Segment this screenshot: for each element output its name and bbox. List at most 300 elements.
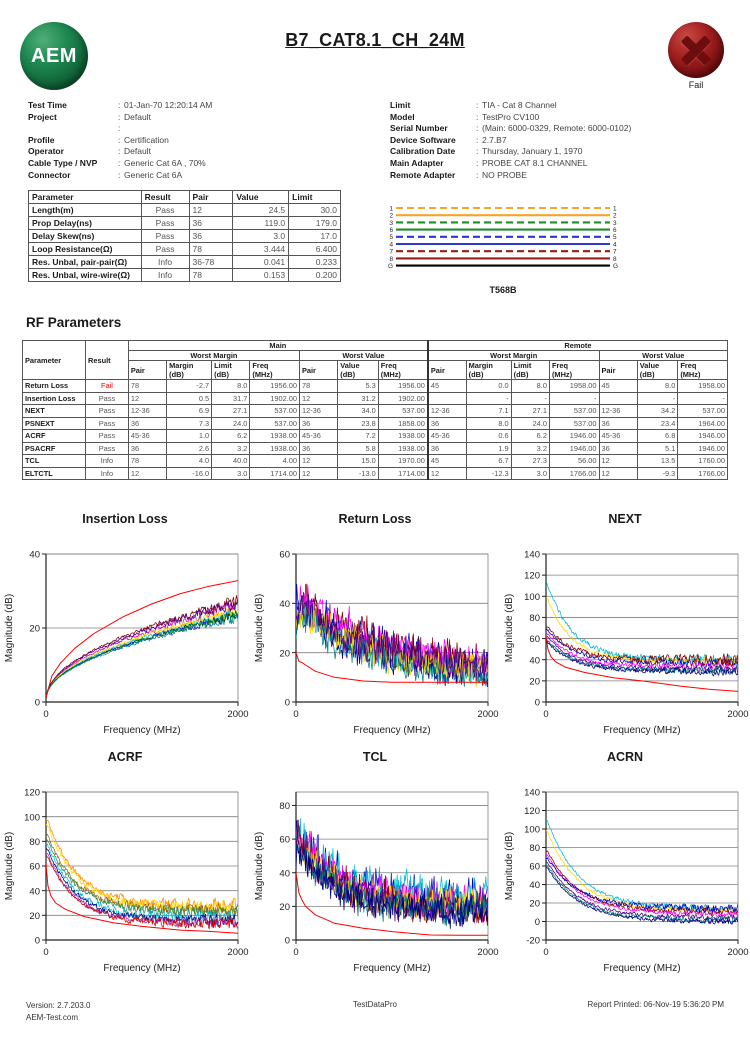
wiremap-pin-right: G xyxy=(613,263,618,270)
rf-col-parameter: Parameter xyxy=(23,341,86,380)
info-key: Main Adapter xyxy=(390,157,444,168)
rf-result: Pass xyxy=(86,405,129,418)
rf-header-row-3 xyxy=(23,361,728,380)
table-row xyxy=(23,405,728,418)
info-key: Calibration Date xyxy=(390,146,456,157)
rf-parameter-name: NEXT xyxy=(23,405,86,418)
info-key: Device Software xyxy=(390,134,456,145)
info-colon: : xyxy=(118,157,121,168)
wiremap-pin-left: G xyxy=(388,263,393,270)
chart-title: NEXT xyxy=(608,512,642,526)
chart-xlabel: Frequency (MHz) xyxy=(603,725,681,736)
chart-ytick-label: -20 xyxy=(526,935,540,947)
rf-main-value-pair: 36 xyxy=(299,417,337,430)
rf-remote-worst-value: Worst Value xyxy=(599,351,728,361)
rf-main-margin-margin: 4.0 xyxy=(167,455,212,468)
wiremap-pin-right: 4 xyxy=(613,241,617,249)
chart-plot xyxy=(0,770,250,988)
rf-main-value-value: 5.8 xyxy=(338,442,379,455)
chart-xtick-label: 0 xyxy=(293,947,299,958)
rf-remote-value-value: 5.1 xyxy=(637,442,678,455)
param-col-header: Result xyxy=(141,191,189,204)
chart-acrn xyxy=(500,750,750,988)
chart-ytick-label: 0 xyxy=(34,935,40,947)
chart-insertion-loss xyxy=(0,512,250,750)
info-key: Serial Number xyxy=(390,123,448,134)
chart-ytick-label: 80 xyxy=(279,801,290,813)
chart-ytick-label: 60 xyxy=(29,861,40,873)
param-result: Info xyxy=(141,256,189,269)
chart-ytick-label: 40 xyxy=(279,598,290,610)
chart-ylabel: Magnitude (dB) xyxy=(504,831,515,901)
wiremap-standard-label: T568B xyxy=(489,285,517,295)
rf-main-margin-freq: 4.00 xyxy=(250,455,300,468)
wiremap-pin-left: 8 xyxy=(389,255,393,263)
info-colon: : xyxy=(476,111,479,122)
chart-title: Return Loss xyxy=(338,512,412,526)
rf-remote-margin-freq: 1946.00 xyxy=(549,442,599,455)
info-row xyxy=(28,170,368,182)
rf-col-result: Result xyxy=(86,341,129,380)
param-limit: 6.400 xyxy=(289,243,341,256)
wiremap-pin-right: 6 xyxy=(613,227,617,234)
chart-ytick-label: 120 xyxy=(524,570,540,582)
chart-ytick-label: 140 xyxy=(524,787,540,799)
chart-title: TCL xyxy=(362,750,388,764)
rf-remote-margin-limit: 3.0 xyxy=(511,467,549,480)
rf-col-pair: Pair xyxy=(428,361,466,380)
param-result: Pass xyxy=(141,243,189,256)
param-value: 119.0 xyxy=(233,217,289,230)
chart-xlabel: Frequency (MHz) xyxy=(103,963,181,974)
rf-remote-margin-pair: 36 xyxy=(428,417,466,430)
rf-result: Fail xyxy=(86,380,129,393)
param-value: 24.5 xyxy=(233,204,289,217)
rf-parameter-name: TCL xyxy=(23,455,86,468)
param-value: 0.153 xyxy=(233,269,289,282)
chart-ytick-label: 60 xyxy=(529,861,540,873)
rf-remote-value-freq: - xyxy=(678,392,728,405)
rf-result: Pass xyxy=(86,417,129,430)
rf-remote-margin-pair: 45-36 xyxy=(428,430,466,443)
param-name: Res. Unbal, pair-pair(Ω) xyxy=(29,256,142,269)
chart-ytick-label: 20 xyxy=(29,623,40,635)
info-row xyxy=(390,158,740,170)
chart-ylabel: Magnitude (dB) xyxy=(504,593,515,663)
rf-header-row-2 xyxy=(23,351,728,361)
info-colon: : xyxy=(476,157,479,168)
rf-main-margin-margin: 7.3 xyxy=(167,417,212,430)
chart-ylabel: Magnitude (dB) xyxy=(254,831,265,901)
rf-main-margin-margin: 2.6 xyxy=(167,442,212,455)
rf-remote-margin-limit: 8.0 xyxy=(511,380,549,393)
info-key: Remote Adapter xyxy=(390,169,456,180)
rf-main-margin-margin: 0.5 xyxy=(167,392,212,405)
table-row xyxy=(23,392,728,405)
rf-main-margin-pair: 12 xyxy=(128,467,166,480)
info-row xyxy=(28,112,368,124)
rf-main-value-freq: 1970.00 xyxy=(378,455,428,468)
param-col-header: Pair xyxy=(189,191,233,204)
chart-ytick-label: 100 xyxy=(524,824,540,836)
chart-frame xyxy=(546,554,738,702)
rf-main-value-pair: 12-36 xyxy=(299,405,337,418)
footer-site: AEM-Test.com xyxy=(26,1013,79,1022)
info-key xyxy=(28,123,118,135)
rf-remote-margin-pair: 36 xyxy=(428,442,466,455)
info-row xyxy=(28,158,368,170)
info-value: Generic Cat 6A xyxy=(124,169,183,180)
rf-remote-value-value: - xyxy=(637,392,678,405)
rf-parameter-name: PSACRF xyxy=(23,442,86,455)
fail-cross-icon xyxy=(668,22,724,78)
rf-remote-value-freq: 537.00 xyxy=(678,405,728,418)
info-row xyxy=(390,135,740,147)
rf-main-value-value: 31.2 xyxy=(338,392,379,405)
rf-main-margin-margin: 1.0 xyxy=(167,430,212,443)
param-limit: 0.233 xyxy=(289,256,341,269)
rf-remote-value-pair: 36 xyxy=(599,442,637,455)
rf-result: Pass xyxy=(86,442,129,455)
rf-main-margin-limit: 3.2 xyxy=(212,442,250,455)
param-pair: 36 xyxy=(189,230,233,243)
info-value: 2.7.B7 xyxy=(482,134,507,145)
chart-ytick-label: 60 xyxy=(279,549,290,561)
table-header-row xyxy=(29,191,341,204)
info-colon: : xyxy=(476,146,479,157)
rf-col-freq: Freq (MHz) xyxy=(549,361,599,380)
info-colon: : xyxy=(476,169,479,180)
rf-main-margin-pair: 36 xyxy=(128,442,166,455)
rf-main-value-freq: 1938.00 xyxy=(378,442,428,455)
chart-series-line xyxy=(46,596,238,700)
rf-remote-margin-limit: 3.2 xyxy=(511,442,549,455)
info-row xyxy=(28,146,368,158)
wiremap-pin-right: 3 xyxy=(613,219,617,227)
rf-remote-margin-margin: 7.1 xyxy=(466,405,511,418)
rf-table-body xyxy=(23,380,728,480)
rf-main-margin-limit: 3.0 xyxy=(212,467,250,480)
chart-series-line xyxy=(46,824,238,915)
param-pair: 78 xyxy=(189,243,233,256)
chart-ytick-label: 40 xyxy=(529,880,540,892)
param-value: 3.0 xyxy=(233,230,289,243)
rf-main-margin-freq: 1938.00 xyxy=(250,430,300,443)
rf-remote-margin-freq: 1766.00 xyxy=(549,467,599,480)
info-value: 01-Jan-70 12:20:14 AM xyxy=(124,100,213,110)
chart-row-top xyxy=(0,512,750,750)
param-pair: 36-78 xyxy=(189,256,233,269)
rf-remote-margin-freq: 1958.00 xyxy=(549,380,599,393)
rf-main-value-pair: 12 xyxy=(299,467,337,480)
chart-ytick-label: 20 xyxy=(279,648,290,660)
rf-main-value-value: -13.0 xyxy=(338,467,379,480)
chart-xtick-label: 2000 xyxy=(227,947,249,958)
info-value: Certification xyxy=(124,134,169,145)
chart-ytick-label: 0 xyxy=(284,935,290,947)
info-colon: : xyxy=(476,134,479,145)
charts-section xyxy=(0,512,750,988)
table-row xyxy=(23,467,728,480)
rf-remote-value-freq: 1760.00 xyxy=(678,455,728,468)
rf-main-margin-margin: -16.0 xyxy=(167,467,212,480)
chart-ytick-label: 80 xyxy=(529,843,540,855)
rf-group-main: Main xyxy=(128,341,428,351)
chart-xtick-label: 2000 xyxy=(727,947,749,958)
info-value: (Main: 6000-0329, Remote: 6000-0102) xyxy=(482,123,632,134)
chart-xtick-label: 2000 xyxy=(477,947,499,958)
rf-main-value-pair: 12 xyxy=(299,392,337,405)
rf-main-margin-margin: -2.7 xyxy=(167,380,212,393)
chart-ylabel: Magnitude (dB) xyxy=(254,593,265,663)
test-info-right xyxy=(390,100,740,181)
info-key: Connector xyxy=(28,169,71,180)
rf-main-margin-freq: 1956.00 xyxy=(250,380,300,393)
rf-col-margin: Margin (dB) xyxy=(466,361,511,380)
chart-plot xyxy=(0,532,250,750)
chart-row-bottom xyxy=(0,750,750,988)
rf-main-margin-pair: 78 xyxy=(128,455,166,468)
table-row xyxy=(23,442,728,455)
chart-series-line xyxy=(296,845,488,929)
wiremap-svg xyxy=(378,202,628,284)
rf-remote-margin-limit: 6.2 xyxy=(511,430,549,443)
chart-ytick-label: 0 xyxy=(34,697,40,709)
rf-parameter-name: PSNEXT xyxy=(23,417,86,430)
param-pair: 36 xyxy=(189,217,233,230)
rf-result: Pass xyxy=(86,392,129,405)
chart-tcl xyxy=(250,750,500,988)
chart-series-line xyxy=(546,861,738,920)
chart-xtick-label: 2000 xyxy=(727,709,749,720)
chart-xtick-label: 0 xyxy=(43,709,49,720)
rf-remote-worst-margin: Worst Margin xyxy=(428,351,599,361)
rf-remote-value-pair: 12 xyxy=(599,455,637,468)
info-colon: : xyxy=(118,100,121,110)
basic-parameter-table xyxy=(28,190,341,282)
chart-title: Insertion Loss xyxy=(82,512,168,526)
rf-remote-value-pair: 45 xyxy=(599,380,637,393)
info-value: Generic Cat 6A , 70% xyxy=(124,157,206,168)
rf-main-margin-pair: 45-36 xyxy=(128,430,166,443)
info-row xyxy=(390,170,740,182)
rf-remote-value-pair: 45-36 xyxy=(599,430,637,443)
report-header xyxy=(0,0,750,100)
chart-ytick-label: 40 xyxy=(29,549,40,561)
param-value: 3.444 xyxy=(233,243,289,256)
param-result: Pass xyxy=(141,217,189,230)
rf-main-value-freq: 1902.00 xyxy=(378,392,428,405)
chart-ytick-label: 140 xyxy=(524,549,540,561)
wiremap-pin-left: 2 xyxy=(389,212,393,220)
rf-col-limit: Limit (dB) xyxy=(511,361,549,380)
info-key: Operator xyxy=(28,146,64,157)
param-name: Res. Unbal, wire-wire(Ω) xyxy=(29,269,142,282)
rf-parameters-heading: RF Parameters xyxy=(26,315,122,330)
info-colon: : xyxy=(118,134,121,145)
chart-title: ACRF xyxy=(107,750,143,764)
rf-col-margin: Margin (dB) xyxy=(167,361,212,380)
aem-logo-text: AEM xyxy=(31,44,77,67)
rf-table-header xyxy=(23,341,728,380)
table-row xyxy=(29,204,341,217)
rf-remote-value-freq: 1766.00 xyxy=(678,467,728,480)
rf-col-freq: Freq (MHz) xyxy=(378,361,428,380)
chart-title: ACRN xyxy=(606,750,644,764)
rf-remote-value-value: 6.8 xyxy=(637,430,678,443)
table-row xyxy=(23,455,728,468)
rf-main-value-pair: 78 xyxy=(299,380,337,393)
chart-plot xyxy=(500,532,750,750)
rf-main-margin-freq: 1714.00 xyxy=(250,467,300,480)
rf-remote-margin-margin: -12.3 xyxy=(466,467,511,480)
param-limit: 30.0 xyxy=(289,204,341,217)
rf-main-margin-margin: 6.9 xyxy=(167,405,212,418)
chart-xlabel: Frequency (MHz) xyxy=(103,725,181,736)
rf-remote-margin-freq: 1946.00 xyxy=(549,430,599,443)
table-row xyxy=(29,230,341,243)
rf-remote-margin-margin: 0.0 xyxy=(466,380,511,393)
page-title: B7_CAT8.1_CH_24M xyxy=(285,30,465,50)
table-row xyxy=(23,417,728,430)
rf-main-margin-freq: 1938.00 xyxy=(250,442,300,455)
table-row xyxy=(29,256,341,269)
param-col-header: Limit xyxy=(289,191,341,204)
rf-remote-value-pair: 12-36 xyxy=(599,405,637,418)
table-body xyxy=(29,204,341,282)
rf-result: Info xyxy=(86,455,129,468)
rf-main-value-freq: 537.00 xyxy=(378,405,428,418)
rf-main-margin-freq: 1902.00 xyxy=(250,392,300,405)
test-info-left xyxy=(28,100,368,181)
info-colon: : xyxy=(118,169,121,180)
rf-remote-margin-freq: - xyxy=(549,392,599,405)
rf-main-value-freq: 1858.00 xyxy=(378,417,428,430)
rf-parameter-name: ELTCTL xyxy=(23,467,86,480)
param-name: Loop Resistance(Ω) xyxy=(29,243,142,256)
rf-remote-margin-freq: 56.00 xyxy=(549,455,599,468)
rf-remote-value-pair: 36 xyxy=(599,417,637,430)
rf-main-margin-pair: 12 xyxy=(128,392,166,405)
param-name: Prop Delay(ns) xyxy=(29,217,142,230)
rf-remote-value-value: 34.2 xyxy=(637,405,678,418)
rf-remote-margin-pair xyxy=(428,392,466,405)
rf-parameters-table xyxy=(22,340,728,480)
rf-parameter-name: Return Loss xyxy=(23,380,86,393)
param-name: Length(m) xyxy=(29,204,142,217)
chart-ytick-label: 120 xyxy=(24,787,40,799)
rf-main-margin-pair: 36 xyxy=(128,417,166,430)
rf-group-remote: Remote xyxy=(428,341,728,351)
rf-main-margin-pair: 12-36 xyxy=(128,405,166,418)
rf-parameter-name: Insertion Loss xyxy=(23,392,86,405)
info-value: TestPro CV100 xyxy=(482,111,540,122)
rf-col-value: Value (dB) xyxy=(338,361,379,380)
info-value: PROBE CAT 8.1 CHANNEL xyxy=(482,157,588,168)
rf-main-value-value: 34.0 xyxy=(338,405,379,418)
info-colon: : xyxy=(118,146,121,157)
rf-remote-margin-limit: 24.0 xyxy=(511,417,549,430)
chart-series-line xyxy=(46,613,238,699)
info-key: Project xyxy=(28,111,57,122)
rf-remote-margin-pair: 12 xyxy=(428,467,466,480)
rf-main-worst-margin: Worst Margin xyxy=(128,351,299,361)
info-value: NO PROBE xyxy=(482,169,527,180)
rf-remote-margin-limit: 27.3 xyxy=(511,455,549,468)
rf-remote-margin-pair: 12-36 xyxy=(428,405,466,418)
chart-ytick-label: 20 xyxy=(529,676,540,688)
chart-xtick-label: 0 xyxy=(543,709,549,720)
info-colon: : xyxy=(476,100,479,110)
chart-next xyxy=(500,512,750,750)
chart-xtick-label: 0 xyxy=(43,947,49,958)
table-row xyxy=(23,380,728,393)
chart-ytick-label: 20 xyxy=(279,901,290,913)
chart-return-loss xyxy=(250,512,500,750)
param-value: 0.041 xyxy=(233,256,289,269)
wiremap-pin-right: 5 xyxy=(613,234,617,242)
chart-plot xyxy=(500,770,750,988)
param-col-header: Value xyxy=(233,191,289,204)
info-key: Cable Type / NVP xyxy=(28,157,98,168)
chart-ytick-label: 20 xyxy=(29,910,40,922)
chart-ytick-label: 100 xyxy=(524,591,540,603)
chart-series-line xyxy=(546,583,738,666)
info-colon: : xyxy=(476,123,479,134)
chart-ytick-label: 0 xyxy=(534,697,540,709)
info-key: Test Time xyxy=(28,100,67,110)
rf-remote-margin-limit: - xyxy=(511,392,549,405)
rf-remote-margin-freq: 537.00 xyxy=(549,417,599,430)
footer-printed: Report Printed: 06-Nov-19 5:36:20 PM xyxy=(587,1000,724,1009)
param-pair: 12 xyxy=(189,204,233,217)
wiremap-pin-left: 1 xyxy=(389,205,393,213)
rf-main-margin-limit: 24.0 xyxy=(212,417,250,430)
rf-remote-margin-margin: 8.0 xyxy=(466,417,511,430)
chart-xtick-label: 2000 xyxy=(477,709,499,720)
rf-remote-margin-limit: 27.1 xyxy=(511,405,549,418)
chart-ytick-label: 40 xyxy=(529,655,540,667)
info-value: Thursday, January 1, 1970 xyxy=(482,146,583,157)
chart-series-line xyxy=(546,830,738,913)
rf-remote-value-value: 23.4 xyxy=(637,417,678,430)
rf-main-margin-limit: 8.0 xyxy=(212,380,250,393)
rf-result: Pass xyxy=(86,430,129,443)
info-row xyxy=(28,135,368,147)
info-key: Profile xyxy=(28,134,55,145)
param-result: Pass xyxy=(141,230,189,243)
chart-xlabel: Frequency (MHz) xyxy=(603,963,681,974)
rf-main-value-freq: 1938.00 xyxy=(378,430,428,443)
rf-main-value-freq: 1956.00 xyxy=(378,380,428,393)
footer-version: Version: 2.7.203.0 xyxy=(26,1001,91,1010)
param-result: Info xyxy=(141,269,189,282)
rf-remote-value-value: -9.3 xyxy=(637,467,678,480)
rf-main-value-value: 7.2 xyxy=(338,430,379,443)
rf-main-margin-limit: 6.2 xyxy=(212,430,250,443)
page-footer xyxy=(0,1000,750,1040)
chart-ytick-label: 0 xyxy=(284,697,290,709)
info-row xyxy=(390,146,740,158)
rf-remote-value-freq: 1958.00 xyxy=(678,380,728,393)
param-limit: 0.200 xyxy=(289,269,341,282)
rf-remote-margin-pair: 45 xyxy=(428,455,466,468)
info-row xyxy=(390,100,740,112)
rf-remote-value-pair xyxy=(599,392,637,405)
chart-ytick-label: 120 xyxy=(524,806,540,818)
rf-remote-margin-margin: 6.7 xyxy=(466,455,511,468)
chart-ytick-label: 0 xyxy=(534,917,540,929)
